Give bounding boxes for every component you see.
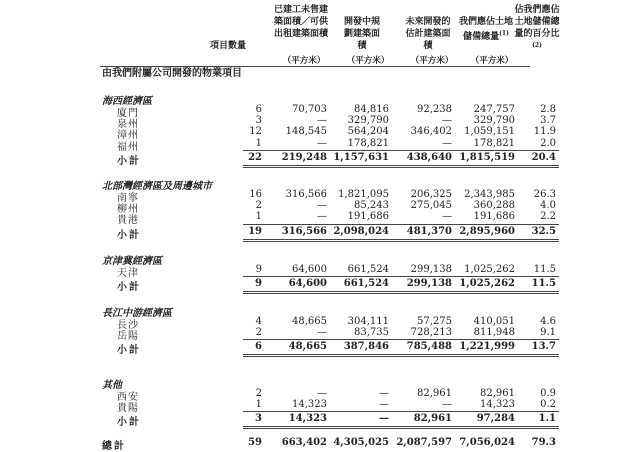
table-row-under-dev: 178,821: [347, 137, 389, 149]
table-row-future: 92,238: [417, 104, 452, 115]
table-row-count: 9: [255, 264, 262, 275]
table-row-under-dev: 1,821,095: [338, 189, 389, 200]
table-row-count: 1: [255, 137, 262, 149]
subtotal-rule-bottom-2: [243, 293, 559, 294]
table-row-land-bank: 811,948: [473, 327, 515, 339]
table-row-land-bank: 410,051: [473, 316, 515, 327]
table-row-pct: 3.7: [540, 115, 556, 127]
table-row-pct: 2.0: [540, 137, 556, 149]
table-row-under-dev: 191,686: [347, 211, 389, 223]
total-row-count: 59: [248, 437, 262, 448]
table-row-land-bank: 191,686: [473, 211, 515, 223]
city-name: 柳州: [117, 204, 139, 216]
subtotal-row-land-bank: 1,025,262: [459, 278, 515, 290]
table-row-pct: 2.8: [540, 104, 556, 115]
table-row-pct: 9.1: [540, 327, 556, 339]
header-land-bank-footnote: (1): [499, 30, 509, 37]
table-row-completed: 64,600: [292, 264, 327, 275]
table-row-under-dev: 661,524: [347, 264, 389, 275]
city-name: 長沙: [117, 320, 139, 331]
table-row-completed: —: [317, 137, 327, 149]
subtotal-rule: [243, 339, 559, 340]
subtotal-row-land-bank: 1,815,519: [459, 151, 515, 163]
table-row-land-bank: 14,323: [480, 399, 515, 411]
header-land-bank-text: 我們應佔土地儲備總量: [458, 17, 513, 42]
subtotal-row-future: 299,138: [406, 278, 452, 290]
table-row-count: 12: [249, 126, 262, 138]
table-row-land-bank: 82,961: [480, 388, 515, 399]
subtotal-label: 小計: [117, 417, 141, 429]
city-name: 天津: [117, 268, 139, 279]
table-row-count: 16: [249, 189, 262, 200]
city-name: 南寧: [117, 193, 139, 204]
table-row-pct: 26.3: [533, 189, 556, 200]
table-row-under-dev: 85,243: [354, 200, 389, 212]
table-row-land-bank: 1,025,262: [464, 264, 515, 275]
subtotal-row-future: 785,488: [406, 341, 452, 353]
city-name: 貴港: [117, 215, 139, 227]
table-row-future: 82,961: [417, 388, 452, 399]
subtotal-row-pct: 32.5: [531, 225, 556, 237]
table-row-future: 275,045: [410, 200, 452, 212]
unit-label-land-bank: （平方米）: [470, 56, 514, 66]
subtotal-row-completed: 64,600: [288, 278, 327, 290]
city-name: 福州: [117, 141, 139, 153]
subtotal-row-completed: 48,665: [288, 341, 327, 353]
header-completed: 已建工未售建築面積／可供出租建築面積: [273, 5, 328, 39]
table-row-count: 2: [255, 327, 262, 339]
table-row-pct: 4.0: [540, 200, 556, 212]
subtotal-row-future: 481,370: [406, 225, 452, 237]
table-row-pct: 2.2: [540, 211, 556, 223]
table-row-pct: 0.9: [540, 388, 556, 399]
subtotal-rule-bottom-2: [243, 428, 559, 429]
table-row-future: —: [442, 211, 452, 223]
table-row-future: —: [442, 137, 452, 149]
subtotal-rule-bottom: [243, 354, 559, 355]
table-row-future: 728,213: [410, 327, 452, 339]
subtotal-row-future: 438,640: [406, 151, 452, 163]
table-row-count: 2: [255, 388, 262, 399]
subtotal-row-count: 3: [255, 413, 262, 425]
header-under-development: 開發中規劃建築面積: [343, 17, 380, 51]
city-name: 泉州: [117, 119, 139, 131]
unit-label-completed: （平方米）: [282, 56, 326, 66]
table-row-under-dev: —: [379, 388, 389, 399]
subtotal-label: 小計: [117, 345, 141, 357]
table-row-pct: 4.6: [540, 316, 556, 327]
total-row-under-dev: 4,305,025: [333, 437, 389, 448]
table-row-completed: 70,703: [292, 104, 327, 115]
table-row-count: 1: [255, 211, 262, 223]
subtotal-row-completed: 316,566: [281, 225, 327, 237]
table-row-land-bank: 1,059,151: [464, 126, 515, 138]
table-row-completed: 14,323: [292, 399, 327, 411]
table-row-count: 3: [255, 115, 262, 127]
subtotal-row-future: 82,961: [413, 413, 452, 425]
subtotal-row-pct: 11.5: [531, 278, 556, 290]
subtotal-rule-bottom: [243, 426, 559, 427]
unit-label-future-development: （平方米）: [410, 56, 454, 66]
subtotal-row-under-dev: 1,157,631: [333, 151, 389, 163]
subtotal-rule: [243, 411, 559, 412]
section-title: 由我們附屬公司開發的物業項目: [102, 68, 242, 79]
table-row-land-bank: 360,288: [473, 200, 515, 212]
subtotal-row-land-bank: 1,221,999: [459, 341, 515, 353]
table-row-future: 346,402: [410, 126, 452, 138]
table-row-count: 6: [255, 104, 262, 115]
table-row-future: —: [442, 399, 452, 411]
subtotal-rule: [243, 276, 559, 277]
table-row-pct: 11.5: [533, 264, 556, 275]
table-row-count: 1: [255, 399, 262, 411]
table-row-future: 57,275: [417, 316, 452, 327]
subtotal-row-count: 22: [248, 151, 262, 163]
table-row-future: 206,325: [410, 189, 452, 200]
table-row-completed: —: [317, 200, 327, 212]
subtotal-row-count: 6: [255, 341, 262, 353]
subtotal-rule-bottom-2: [243, 356, 559, 357]
subtotal-rule: [243, 150, 559, 151]
table-row-under-dev: 304,111: [347, 316, 389, 327]
subtotal-label: 小計: [117, 155, 141, 167]
total-row-future: 2,087,597: [396, 437, 452, 448]
subtotal-row-pct: 1.1: [538, 413, 556, 425]
table-row-completed: —: [317, 327, 327, 339]
header-future-development: 未來開發的估計建築面積: [405, 17, 451, 51]
total-row-land-bank: 7,056,024: [459, 437, 515, 448]
table-row-land-bank: 329,790: [473, 115, 515, 127]
subtotal-rule-bottom-2: [243, 241, 559, 242]
subtotal-row-completed: 14,323: [288, 413, 327, 425]
subtotal-row-under-dev: 387,846: [343, 341, 389, 353]
subtotal-rule-bottom-2: [243, 167, 559, 168]
subtotal-row-under-dev: 661,524: [343, 278, 389, 290]
table-row-count: 4: [255, 316, 262, 327]
total-row-completed: 663,402: [281, 437, 327, 448]
city-name: 漳州: [117, 130, 139, 142]
city-name: 貴陽: [117, 403, 139, 415]
subtotal-label: 小計: [117, 229, 141, 241]
region-heading: 海西經濟區: [102, 96, 152, 107]
subtotal-row-under-dev: —: [379, 413, 389, 425]
subtotal-row-under-dev: 2,098,024: [333, 225, 389, 237]
table-row-future: 299,138: [410, 264, 452, 275]
table-row-under-dev: 564,204: [347, 126, 389, 138]
subtotal-row-completed: 219,248: [281, 151, 327, 163]
table-row-completed: —: [317, 211, 327, 223]
region-heading: 京津冀經濟區: [102, 256, 162, 267]
header-land-bank: [458, 16, 514, 43]
subtotal-row-count: 19: [248, 225, 262, 237]
header-percentage: [512, 4, 562, 55]
header-percentage-text: 佔我們應佔土地儲備總量的百分比: [514, 5, 560, 39]
subtotal-row-land-bank: 2,895,960: [459, 225, 515, 237]
header-percentage-footnote: (2): [532, 42, 542, 49]
subtotal-row-land-bank: 97,284: [476, 413, 515, 425]
header-project-count: 項目數量: [209, 41, 246, 51]
table-row-pct: 11.9: [533, 126, 556, 138]
table-row-under-dev: 329,790: [347, 115, 389, 127]
subtotal-row-pct: 20.4: [531, 151, 556, 163]
subtotal-rule-bottom: [243, 291, 559, 292]
subtotal-row-pct: 13.7: [531, 341, 556, 353]
table-row-completed: 316,566: [285, 189, 327, 200]
city-name: 岳陽: [117, 331, 139, 343]
table-row-future: —: [442, 115, 452, 127]
total-label: 總計: [102, 441, 126, 452]
table-row-completed: —: [317, 115, 327, 127]
table-row-completed: 148,545: [285, 126, 327, 138]
subtotal-rule-bottom: [243, 239, 559, 240]
table-row-count: 2: [255, 200, 262, 212]
region-heading: 北部灣經濟區及周邊城市: [102, 181, 212, 192]
table-row-land-bank: 247,757: [473, 104, 515, 115]
table-row-pct: 0.2: [540, 399, 556, 411]
subtotal-row-count: 9: [255, 278, 262, 290]
region-heading: 長江中游經濟區: [102, 308, 172, 319]
table-row-land-bank: 178,821: [473, 137, 515, 149]
subtotal-rule: [243, 224, 559, 225]
subtotal-label: 小計: [117, 282, 141, 294]
table-row-under-dev: 84,816: [354, 104, 389, 115]
table-row-under-dev: 83,735: [354, 327, 389, 339]
region-heading: 其他: [102, 380, 122, 391]
city-name: 西安: [117, 392, 139, 403]
city-name: 廈門: [117, 108, 139, 119]
total-row-pct: 79.3: [531, 437, 556, 448]
table-row-completed: 48,665: [292, 316, 327, 327]
table-row-completed: —: [317, 388, 327, 399]
subtotal-rule-bottom: [243, 165, 559, 166]
unit-label-under-development: （平方米）: [346, 56, 390, 66]
table-row-under-dev: —: [379, 399, 389, 411]
table-row-land-bank: 2,343,985: [464, 189, 515, 200]
